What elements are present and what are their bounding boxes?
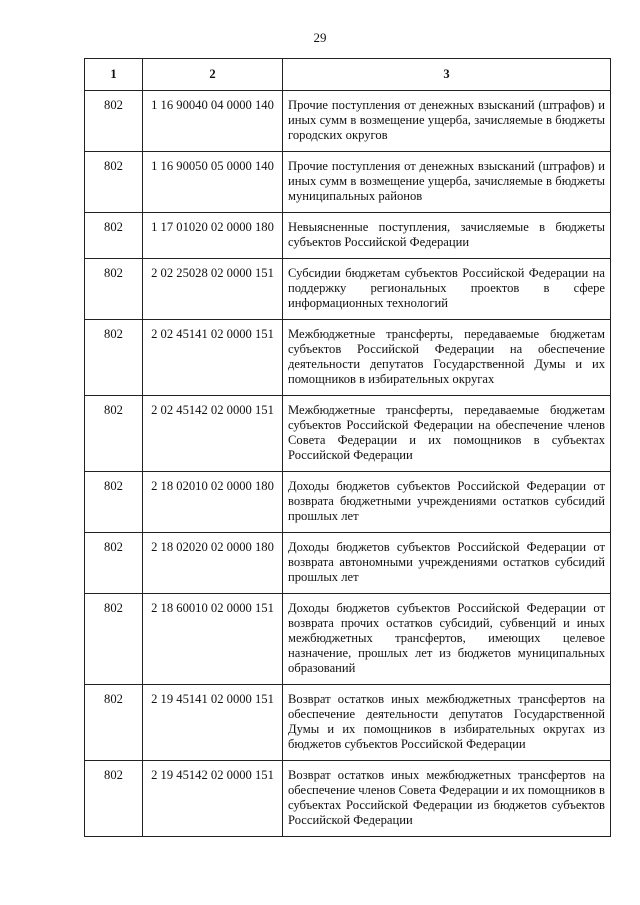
- header-row: [85, 59, 611, 91]
- table-row: [85, 152, 611, 213]
- table-row: [85, 259, 611, 320]
- admin-code-cell: 802: [85, 91, 143, 152]
- table-row: [85, 533, 611, 594]
- budget-code-cell: 1 16 90040 04 0000 140: [143, 91, 283, 152]
- budget-code-cell: 2 02 25028 02 0000 151: [143, 259, 283, 320]
- budget-code-cell: 2 18 02010 02 0000 180: [143, 472, 283, 533]
- admin-code-cell: 802: [85, 685, 143, 761]
- admin-code-cell: 802: [85, 472, 143, 533]
- admin-code-cell: 802: [85, 594, 143, 685]
- table-header: [85, 59, 611, 91]
- revenue-name-cell: Возврат остатков иных межбюджетных трансфертов на обеспечение деятельности депутатов Государственной Думы и их помощников в избирательных округах из бюджетов субъектов Российской Федерации: [283, 685, 611, 761]
- admin-code-cell: 802: [85, 259, 143, 320]
- table-row: [85, 396, 611, 472]
- revenue-name-cell: Межбюджетные трансферты, передаваемые бюджетам субъектов Российской Федерации на обеспечение деятельности депутатов Государственной Думы и их помощников в избирательных округах: [283, 320, 611, 396]
- revenue-name-cell: Доходы бюджетов субъектов Российской Федерации от возврата автономными учреждениями остатков субсидий прошлых лет: [283, 533, 611, 594]
- revenue-name-cell: Прочие поступления от денежных взысканий (штрафов) и иных сумм в возмещение ущерба, зачисляемые в бюджеты муниципальных районов: [283, 152, 611, 213]
- revenue-name-cell: Невыясненные поступления, зачисляемые в бюджеты субъектов Российской Федерации: [283, 213, 611, 259]
- admin-code-cell: 802: [85, 761, 143, 837]
- admin-code-cell: 802: [85, 533, 143, 594]
- budget-code-cell: 1 16 90050 05 0000 140: [143, 152, 283, 213]
- revenue-name-cell: Субсидии бюджетам субъектов Российской Федерации на поддержку региональных проектов в сфере информационных технологий: [283, 259, 611, 320]
- page-number: 29: [313, 30, 327, 45]
- admin-code-cell: 802: [85, 396, 143, 472]
- budget-code-cell: 2 18 02020 02 0000 180: [143, 533, 283, 594]
- admin-code-cell: 802: [85, 320, 143, 396]
- revenue-name-cell: Доходы бюджетов субъектов Российской Федерации от возврата бюджетными учреждениями остатков субсидий прошлых лет: [283, 472, 611, 533]
- column-header-3: 3: [283, 59, 611, 91]
- revenue-name-cell: Прочие поступления от денежных взысканий (штрафов) и иных сумм в возмещение ущерба, зачисляемые в бюджеты городских округов: [283, 91, 611, 152]
- budget-code-cell: 1 17 01020 02 0000 180: [143, 213, 283, 259]
- column-header-2: 2: [143, 59, 283, 91]
- budget-code-cell: 2 19 45141 02 0000 151: [143, 685, 283, 761]
- table-row: [85, 320, 611, 396]
- revenue-name-cell: Доходы бюджетов субъектов Российской Федерации от возврата прочих остатков субсидий, субвенций и иных межбюджетных трансфертов, имеющих целевое назначение, прошлых лет из бюджетов муниципальных образований: [283, 594, 611, 685]
- column-header-1: 1: [85, 59, 143, 91]
- admin-code-cell: 802: [85, 213, 143, 259]
- budget-code-cell: 2 18 60010 02 0000 151: [143, 594, 283, 685]
- table-row: [85, 472, 611, 533]
- revenue-name-cell: Межбюджетные трансферты, передаваемые бюджетам субъектов Российской Федерации на обеспечение членов Совета Федерации и их помощников в субъектах Российской Федерации: [283, 396, 611, 472]
- table-row: [85, 685, 611, 761]
- table-row: [85, 761, 611, 837]
- admin-code-cell: 802: [85, 152, 143, 213]
- budget-code-cell: 2 02 45142 02 0000 151: [143, 396, 283, 472]
- table-row: [85, 91, 611, 152]
- table-body: [85, 91, 611, 837]
- table-row: [85, 594, 611, 685]
- revenue-name-cell: Возврат остатков иных межбюджетных трансфертов на обеспечение членов Совета Федерации и их помощников в субъектах Российской Федерации из бюджетов субъектов Российской Федерации: [283, 761, 611, 837]
- budget-code-cell: 2 19 45142 02 0000 151: [143, 761, 283, 837]
- budget-code-cell: 2 02 45141 02 0000 151: [143, 320, 283, 396]
- revenue-codes-table: [84, 58, 611, 837]
- table-row: [85, 213, 611, 259]
